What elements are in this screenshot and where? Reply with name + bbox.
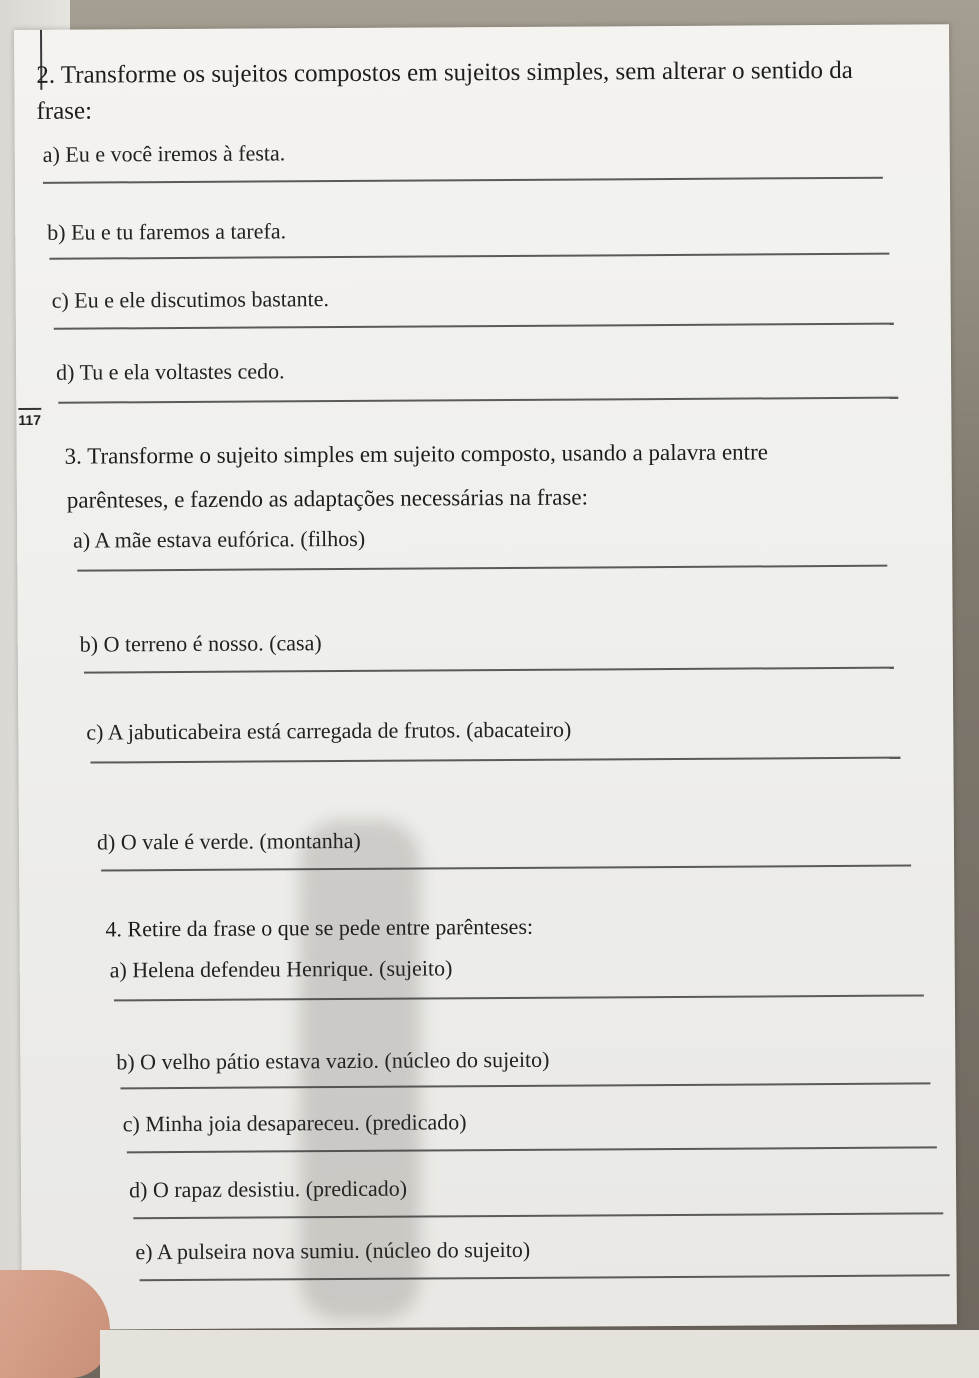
answer-line[interactable] bbox=[114, 994, 924, 1000]
q4-title: 4. Retire da frase o que se pede entre parênteses: bbox=[105, 913, 534, 942]
answer-line[interactable] bbox=[101, 865, 911, 871]
q2-item-d: d) Tu e ela voltastes cedo. bbox=[56, 358, 285, 385]
q2-item-c: c) Eu e ele discutimos bastante. bbox=[51, 286, 330, 313]
answer-line[interactable] bbox=[77, 565, 887, 571]
page-bottom-edge bbox=[100, 1330, 979, 1378]
answer-line[interactable] bbox=[54, 323, 894, 330]
q3-title: 3. Transforme o sujeito simples em sujeito composto, usando a palavra entre bbox=[64, 439, 768, 469]
q2-title-cont: frase: bbox=[36, 97, 93, 125]
q3-item-c: c) A jabuticabeira está carregada de frutos. (abacateiro) bbox=[86, 716, 572, 745]
q3-item-a: a) A mãe estava eufórica. (filhos) bbox=[73, 525, 366, 553]
worksheet-page bbox=[14, 24, 957, 1330]
answer-line[interactable] bbox=[49, 253, 889, 260]
q3-item-b: b) O terreno é nosso. (casa) bbox=[79, 630, 322, 657]
q2-item-b: b) Eu e tu faremos a tarefa. bbox=[47, 218, 287, 245]
answer-line[interactable] bbox=[127, 1146, 937, 1152]
q4-item-d: d) O rapaz desistiu. (predicado) bbox=[129, 1175, 408, 1203]
hand-shadow bbox=[300, 820, 420, 1320]
q4-item-c: c) Minha joia desapareceu. (predicado) bbox=[122, 1109, 467, 1137]
page-number: 117 bbox=[18, 408, 41, 428]
answer-line[interactable] bbox=[58, 397, 898, 404]
q2-item-a: a) Eu e você iremos à festa. bbox=[42, 140, 286, 167]
q4-item-a: a) Helena defendeu Henrique. (sujeito) bbox=[109, 955, 453, 983]
answer-line[interactable] bbox=[84, 667, 894, 673]
answer-line[interactable] bbox=[90, 757, 900, 763]
q3-item-d: d) O vale é verde. (montanha) bbox=[96, 827, 361, 855]
answer-line[interactable] bbox=[43, 177, 883, 184]
q3-title-cont: parênteses, e fazendo as adaptações necessárias na frase: bbox=[66, 484, 589, 513]
q2-title: 2. Transforme os sujeitos compostos em sujeitos simples, sem alterar o sentido da bbox=[36, 56, 853, 89]
answer-line[interactable] bbox=[120, 1082, 930, 1088]
answer-line[interactable] bbox=[133, 1212, 943, 1218]
q4-item-b: b) O velho pátio estava vazio. (núcleo do sujeito) bbox=[116, 1046, 550, 1075]
q4-item-e: e) A pulseira nova sumiu. (núcleo do sujeito) bbox=[135, 1236, 531, 1265]
answer-line[interactable] bbox=[140, 1274, 950, 1280]
